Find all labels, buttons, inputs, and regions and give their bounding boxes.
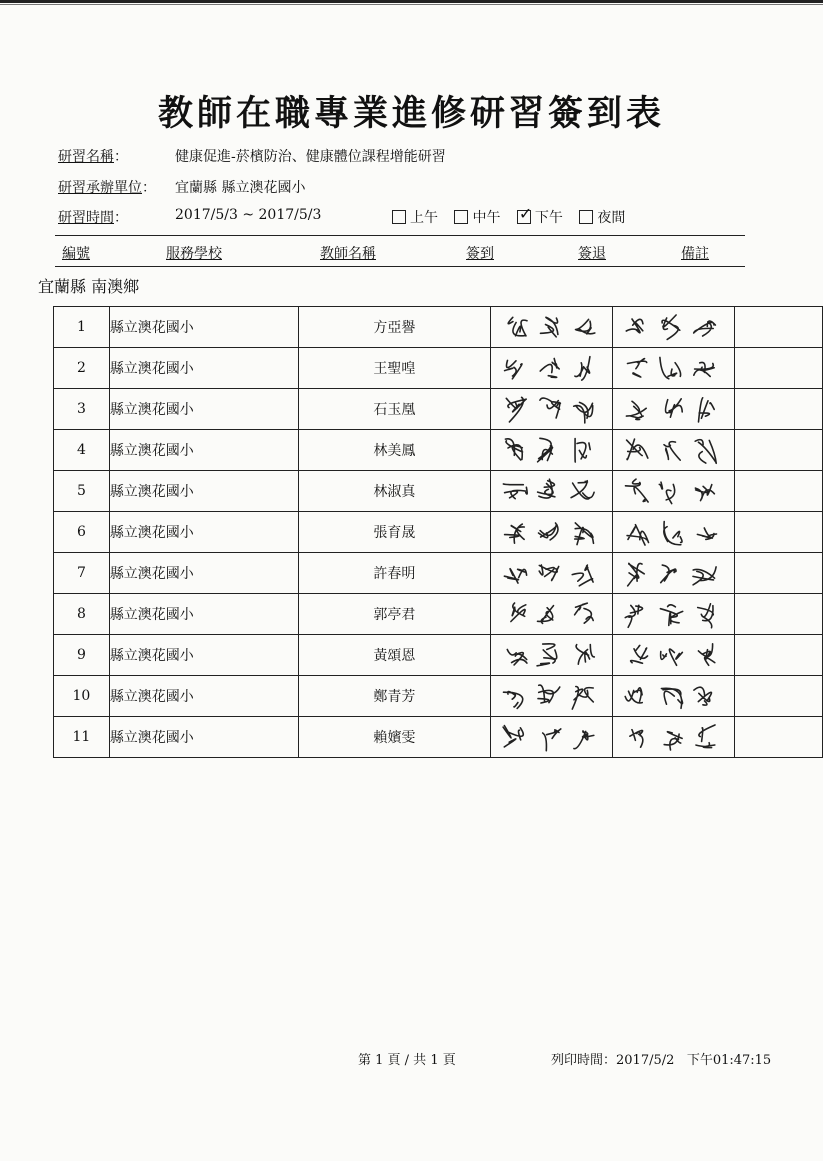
session-checkboxes bbox=[392, 204, 637, 228]
page-title: 教師在職專業進修研習簽到表 bbox=[157, 93, 665, 134]
signature-stroke bbox=[625, 605, 642, 627]
signature-stroke bbox=[573, 731, 593, 749]
table-row bbox=[54, 594, 823, 635]
colon: ： bbox=[142, 180, 156, 196]
note-cell bbox=[734, 553, 822, 594]
handwritten-signature bbox=[491, 348, 612, 388]
signature-stroke bbox=[503, 726, 523, 747]
sign-out-cell bbox=[612, 348, 734, 389]
signature-stroke bbox=[625, 479, 648, 502]
table-row bbox=[54, 553, 823, 594]
teacher-name: 林淑真 bbox=[299, 471, 490, 512]
note-cell bbox=[734, 430, 822, 471]
col-header-note: 備註 bbox=[681, 246, 709, 262]
row-number: 7 bbox=[54, 553, 110, 594]
info-row-time bbox=[58, 207, 322, 227]
checkbox-checked-icon[interactable] bbox=[517, 204, 533, 224]
signature-stroke bbox=[664, 732, 682, 750]
print-time bbox=[551, 1049, 771, 1068]
table-row bbox=[54, 635, 823, 676]
sign-in-cell bbox=[490, 389, 612, 430]
signature-stroke bbox=[693, 362, 713, 376]
handwritten-signature bbox=[613, 635, 734, 675]
table-row bbox=[54, 471, 823, 512]
row-number: 11 bbox=[54, 717, 110, 758]
teacher-name: 王聖喤 bbox=[299, 348, 490, 389]
signature-stroke bbox=[573, 402, 592, 423]
handwritten-signature bbox=[491, 430, 612, 470]
signature-stroke bbox=[664, 442, 680, 460]
sign-in-cell bbox=[490, 471, 612, 512]
handwritten-signature bbox=[613, 471, 734, 511]
sign-in-cell bbox=[490, 348, 612, 389]
signature-stroke bbox=[695, 485, 714, 501]
sign-out-cell bbox=[612, 594, 734, 635]
school-name: 縣立澳花國小 bbox=[109, 307, 298, 348]
sign-out-cell bbox=[612, 553, 734, 594]
teacher-name: 石玉凰 bbox=[299, 389, 490, 430]
signature-stroke bbox=[661, 688, 682, 708]
handwritten-signature bbox=[613, 307, 734, 347]
signature-stroke bbox=[696, 725, 715, 748]
page-number: 第 1 頁 / 共 1 頁 bbox=[358, 1053, 456, 1068]
checkbox-icon[interactable] bbox=[579, 210, 593, 224]
sign-in-cell bbox=[490, 594, 612, 635]
teacher-name: 賴嬪雯 bbox=[299, 717, 490, 758]
checkbox-icon[interactable] bbox=[454, 210, 468, 224]
col-header-sign-in: 簽到 bbox=[466, 246, 494, 262]
signature-stroke bbox=[572, 686, 593, 709]
signature-stroke bbox=[537, 479, 554, 498]
handwritten-signature bbox=[613, 717, 734, 757]
signature-stroke bbox=[539, 398, 560, 418]
session-label: 中午 bbox=[472, 210, 501, 226]
handwritten-signature bbox=[613, 389, 734, 429]
organizer-label: 研習承辦單位 bbox=[58, 180, 142, 196]
note-cell bbox=[734, 389, 822, 430]
table-row bbox=[54, 348, 823, 389]
handwritten-signature bbox=[613, 676, 734, 716]
signature-stroke bbox=[626, 439, 647, 460]
signature-stroke bbox=[630, 730, 643, 748]
signature-stroke bbox=[693, 321, 715, 336]
signature-stroke bbox=[660, 605, 682, 626]
sign-in-cell bbox=[490, 553, 612, 594]
row-number: 4 bbox=[54, 430, 110, 471]
session-morning[interactable] bbox=[392, 207, 438, 227]
signature-stroke bbox=[504, 569, 526, 583]
col-header-sign-out: 簽退 bbox=[578, 246, 606, 262]
signature-stroke bbox=[538, 523, 557, 540]
row-number: 6 bbox=[54, 512, 110, 553]
signature-stroke bbox=[695, 440, 716, 464]
teacher-name: 鄭青芳 bbox=[299, 676, 490, 717]
school-name: 縣立澳花國小 bbox=[109, 676, 298, 717]
handwritten-signature bbox=[613, 512, 734, 552]
row-number: 5 bbox=[54, 471, 110, 512]
session-label: 下午 bbox=[534, 210, 563, 226]
sign-in-table bbox=[53, 306, 823, 758]
signature-stroke bbox=[572, 565, 593, 586]
sign-out-cell bbox=[612, 512, 734, 553]
school-name: 縣立澳花國小 bbox=[109, 717, 298, 758]
signature-stroke bbox=[698, 644, 714, 666]
signature-stroke bbox=[574, 603, 593, 623]
school-name: 縣立澳花國小 bbox=[109, 471, 298, 512]
sign-out-cell bbox=[612, 676, 734, 717]
handwritten-signature bbox=[613, 430, 734, 470]
signature-stroke bbox=[538, 685, 560, 703]
col-header-no: 編號 bbox=[62, 246, 90, 262]
school-name: 縣立澳花國小 bbox=[109, 594, 298, 635]
print-clock: 下午01:47:15 bbox=[686, 1053, 772, 1068]
handwritten-signature bbox=[491, 512, 612, 552]
signature-stroke bbox=[630, 645, 647, 663]
colon: ： bbox=[114, 210, 128, 226]
row-number: 8 bbox=[54, 594, 110, 635]
session-label: 上午 bbox=[410, 210, 438, 226]
signature-stroke bbox=[660, 357, 681, 378]
handwritten-signature bbox=[491, 717, 612, 757]
signature-stroke bbox=[626, 401, 646, 419]
signature-stroke bbox=[506, 397, 526, 422]
table-row bbox=[54, 512, 823, 553]
school-name: 縣立澳花國小 bbox=[109, 635, 298, 676]
signature-stroke bbox=[508, 317, 527, 336]
signature-stroke bbox=[504, 524, 524, 543]
signature-stroke bbox=[537, 606, 553, 624]
signature-stroke bbox=[504, 360, 521, 378]
signature-stroke bbox=[627, 563, 644, 586]
note-cell bbox=[734, 471, 822, 512]
teacher-name: 許春明 bbox=[299, 553, 490, 594]
school-name: 縣立澳花國小 bbox=[109, 512, 298, 553]
signature-stroke bbox=[697, 528, 716, 539]
signature-stroke bbox=[627, 359, 646, 377]
signature-stroke bbox=[698, 398, 714, 422]
school-name: 縣立澳花國小 bbox=[109, 430, 298, 471]
signature-stroke bbox=[694, 687, 712, 705]
signature-stroke bbox=[537, 438, 552, 462]
teacher-name: 郭亭君 bbox=[299, 594, 490, 635]
region-heading: 宜蘭縣 南澳鄉 bbox=[38, 277, 140, 296]
signature-stroke bbox=[659, 482, 674, 503]
sign-in-cell bbox=[490, 676, 612, 717]
signature-stroke bbox=[575, 319, 594, 334]
sign-in-cell bbox=[490, 512, 612, 553]
course-name-value: 健康促進-菸檳防治、健康體位課程增能研習 bbox=[175, 149, 446, 165]
signature-stroke bbox=[503, 484, 527, 499]
signature-stroke bbox=[510, 603, 525, 622]
session-evening[interactable] bbox=[579, 207, 625, 227]
teacher-name: 張育晟 bbox=[299, 512, 490, 553]
note-cell bbox=[734, 717, 822, 758]
handwritten-signature bbox=[491, 553, 612, 593]
row-number: 1 bbox=[54, 307, 110, 348]
sign-out-cell bbox=[612, 717, 734, 758]
organizer-value: 宜蘭縣 縣立澳花國小 bbox=[175, 180, 306, 196]
teacher-name: 黃頌恩 bbox=[299, 635, 490, 676]
table-row bbox=[54, 676, 823, 717]
school-name: 縣立澳花國小 bbox=[109, 389, 298, 430]
sign-out-cell bbox=[612, 471, 734, 512]
handwritten-signature bbox=[613, 553, 734, 593]
signature-stroke bbox=[507, 650, 527, 665]
note-cell bbox=[734, 307, 822, 348]
signature-stroke bbox=[662, 315, 680, 339]
handwritten-signature bbox=[613, 594, 734, 634]
handwritten-signature bbox=[491, 389, 612, 429]
signature-stroke bbox=[693, 567, 716, 585]
row-number: 10 bbox=[54, 676, 110, 717]
signature-stroke bbox=[625, 688, 642, 703]
note-cell bbox=[734, 512, 822, 553]
signature-stroke bbox=[503, 692, 522, 709]
row-number: 3 bbox=[54, 389, 110, 430]
signature-stroke bbox=[542, 729, 560, 751]
sign-in-cell bbox=[490, 307, 612, 348]
school-name: 縣立澳花國小 bbox=[109, 348, 298, 389]
signature-stroke bbox=[627, 525, 648, 545]
print-date: 2017/5/2 bbox=[616, 1053, 675, 1068]
top-border-line-thin bbox=[0, 4, 823, 5]
note-cell bbox=[734, 348, 822, 389]
sign-out-cell bbox=[612, 635, 734, 676]
signature-stroke bbox=[697, 604, 713, 628]
handwritten-signature bbox=[491, 307, 612, 347]
signature-stroke bbox=[540, 359, 559, 378]
signature-stroke bbox=[571, 481, 594, 499]
row-number: 9 bbox=[54, 635, 110, 676]
info-row-unit bbox=[58, 177, 306, 197]
teacher-name: 林美鳳 bbox=[299, 430, 490, 471]
note-cell bbox=[734, 594, 822, 635]
signature-stroke bbox=[574, 357, 589, 380]
note-cell bbox=[734, 635, 822, 676]
course-name-label: 研習名稱 bbox=[58, 149, 114, 165]
checkbox-icon[interactable] bbox=[392, 210, 406, 224]
signature-stroke bbox=[663, 522, 681, 545]
time-value: 2017/5/3 ~ 2017/5/3 bbox=[175, 207, 322, 223]
signature-stroke bbox=[574, 523, 593, 545]
sign-out-cell bbox=[612, 389, 734, 430]
teacher-name: 方亞譽 bbox=[299, 307, 490, 348]
session-label: 夜間 bbox=[597, 210, 626, 226]
sign-out-cell bbox=[612, 430, 734, 471]
signature-stroke bbox=[575, 439, 590, 463]
handwritten-signature bbox=[491, 676, 612, 716]
signature-stroke bbox=[505, 439, 522, 460]
sign-in-cell bbox=[490, 430, 612, 471]
time-label: 研習時間 bbox=[58, 210, 114, 226]
session-noon[interactable] bbox=[454, 207, 500, 227]
signature-stroke bbox=[660, 565, 675, 583]
col-header-teacher: 教師名稱 bbox=[320, 246, 376, 262]
session-afternoon[interactable] bbox=[517, 204, 563, 227]
signature-stroke bbox=[665, 399, 682, 417]
signature-stroke bbox=[576, 645, 594, 665]
handwritten-signature bbox=[491, 471, 612, 511]
checkmark-icon: ✓ bbox=[518, 204, 533, 223]
col-header-school: 服務學校 bbox=[166, 246, 222, 262]
school-name: 縣立澳花國小 bbox=[109, 553, 298, 594]
header-bottom-rule bbox=[55, 266, 745, 267]
table-row bbox=[54, 307, 823, 348]
top-border-line bbox=[0, 0, 823, 3]
table-row bbox=[54, 389, 823, 430]
handwritten-signature bbox=[491, 635, 612, 675]
header-top-rule bbox=[55, 235, 745, 236]
sign-in-cell bbox=[490, 717, 612, 758]
signature-stroke bbox=[537, 644, 557, 666]
table-row bbox=[54, 717, 823, 758]
handwritten-signature bbox=[613, 348, 734, 388]
info-row-name bbox=[58, 146, 446, 166]
signature-stroke bbox=[626, 319, 643, 333]
signature-stroke bbox=[540, 317, 557, 337]
handwritten-signature bbox=[491, 594, 612, 634]
table-row bbox=[54, 430, 823, 471]
print-time-label: 列印時間： bbox=[551, 1053, 617, 1068]
sign-in-cell bbox=[490, 635, 612, 676]
signature-stroke bbox=[660, 649, 682, 665]
note-cell bbox=[734, 676, 822, 717]
colon: ： bbox=[114, 149, 128, 165]
row-number: 2 bbox=[54, 348, 110, 389]
sign-out-cell bbox=[612, 307, 734, 348]
signature-stroke bbox=[539, 565, 559, 581]
